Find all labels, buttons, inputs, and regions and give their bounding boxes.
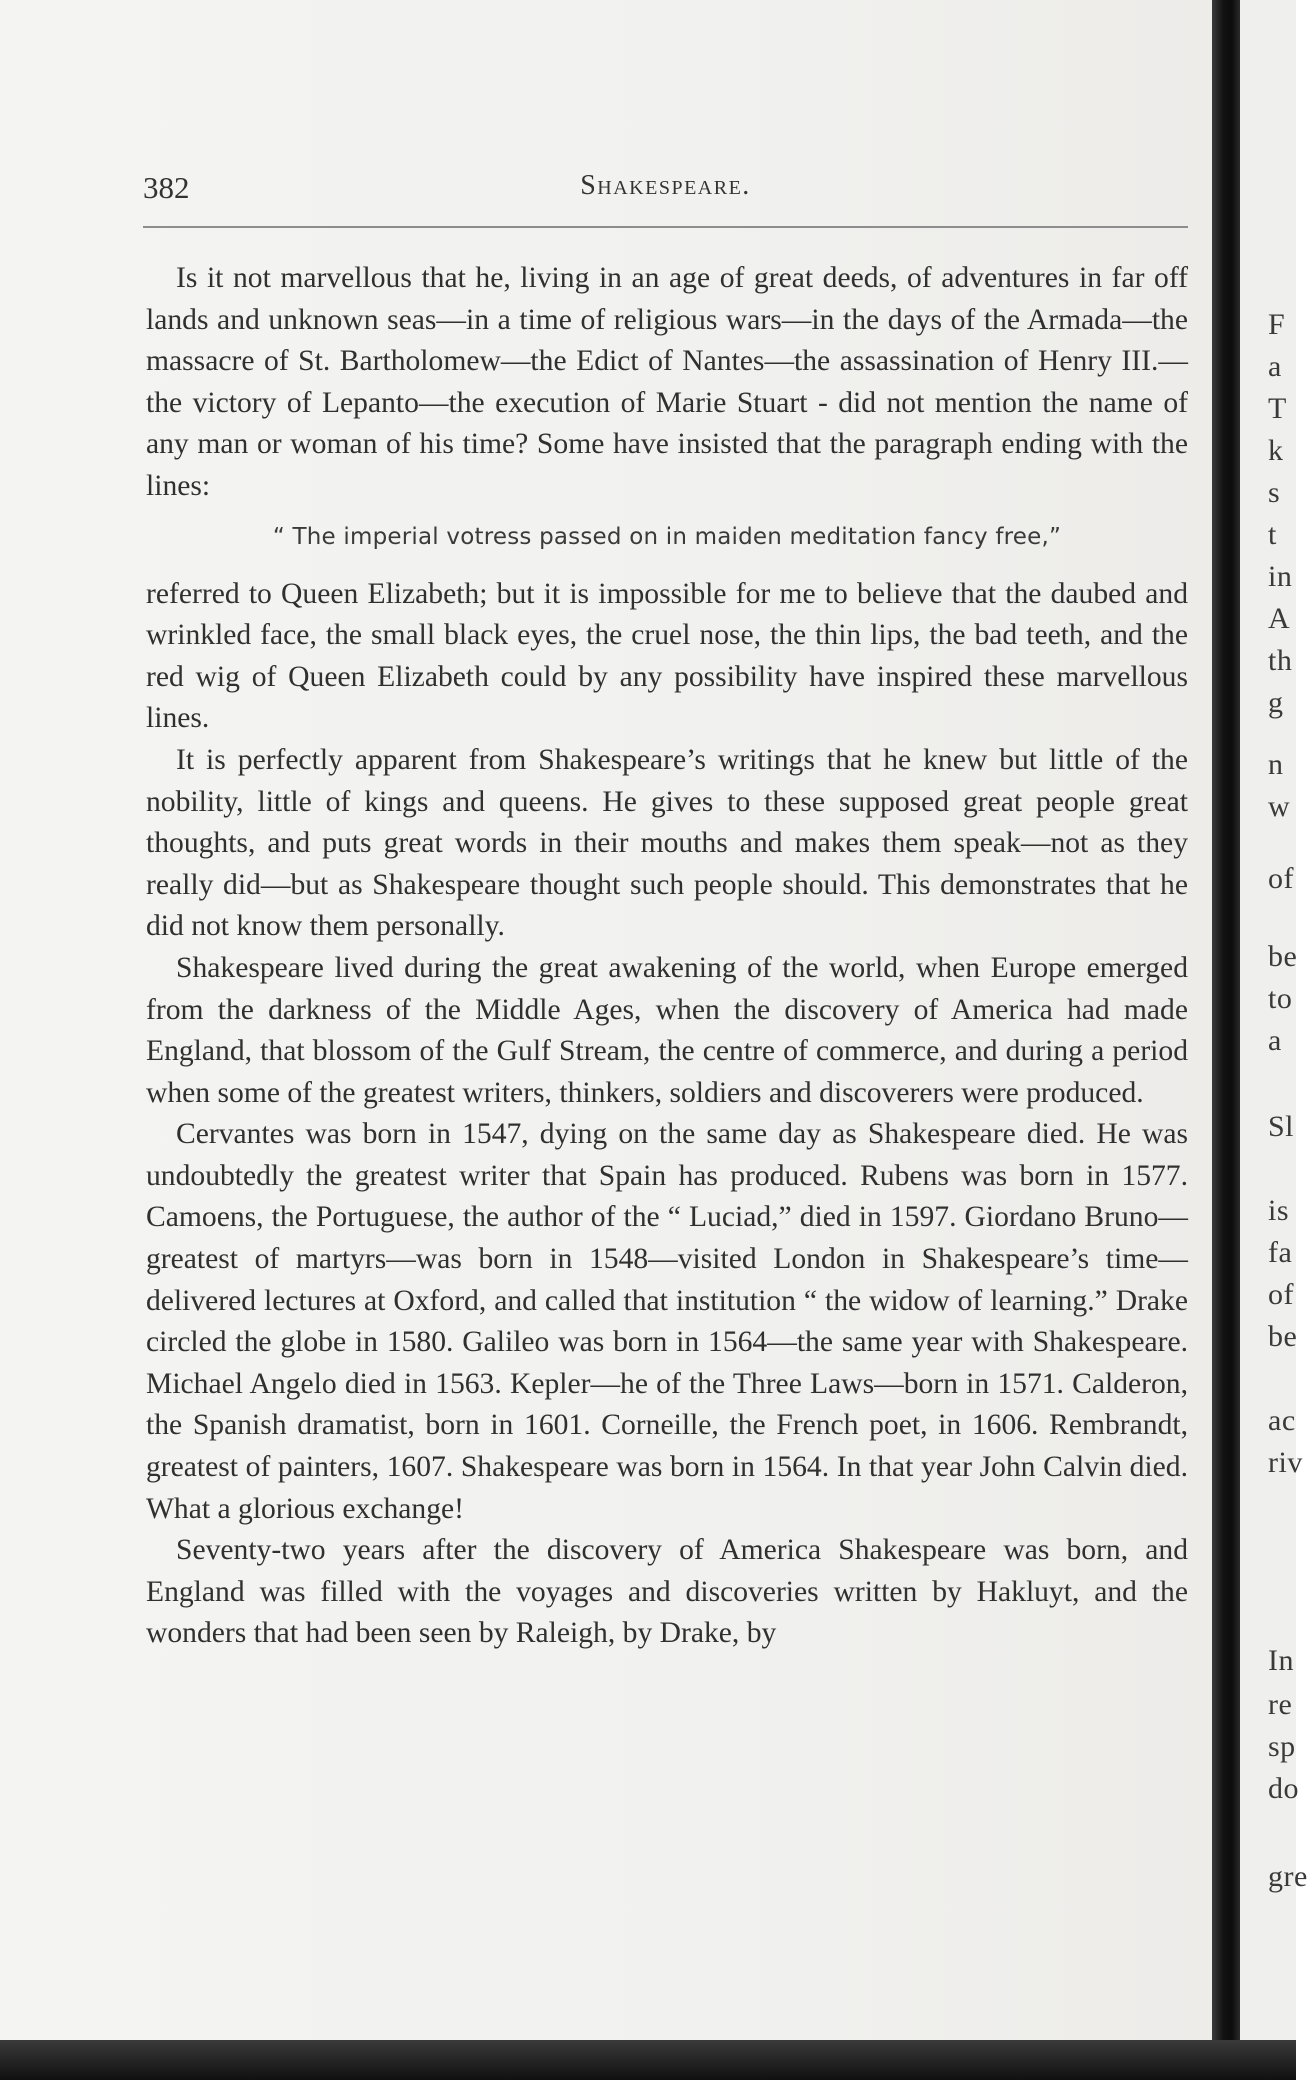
facing-page-fragment: k xyxy=(1268,434,1284,467)
facing-page-fragment: t xyxy=(1268,518,1277,551)
facing-page-fragment: fa xyxy=(1268,1236,1293,1269)
facing-page-fragment: do xyxy=(1268,1772,1299,1805)
facing-page-fragment: a xyxy=(1268,1024,1282,1057)
facing-page-fragment: be xyxy=(1268,1320,1298,1353)
header-rule xyxy=(143,226,1188,228)
facing-page-fragment: ac xyxy=(1268,1404,1296,1437)
facing-page-fragment: gre xyxy=(1268,1860,1308,1893)
page-header xyxy=(143,170,1188,210)
facing-page-fragment: of xyxy=(1268,862,1294,895)
body-text xyxy=(146,258,1188,1655)
facing-page-fragment: n xyxy=(1268,748,1284,781)
facing-page-fragment: sp xyxy=(1268,1730,1296,1763)
facing-page-fragment: s xyxy=(1268,476,1281,509)
paragraph: Shakespeare lived during the great awakening of the world, when Europe emerged from the darkness of the Middle Ages, when the discovery of America had made England, that blossom of the Gulf Stream, the centre of commerce, and during a period when some of the greatest writers, thinkers, soldiers and discoverers were produced. xyxy=(146,951,1188,1109)
facing-page-fragment: F xyxy=(1268,308,1286,341)
facing-page-fragment: T xyxy=(1268,392,1287,425)
facing-page-fragment: is xyxy=(1268,1194,1290,1227)
paragraph: Seventy-two years after the discovery of America Shakespeare was born, and England was filled with the voyages and discoveries written by Hakluyt, and the wonders that had been seen by Raleigh, by Drake, by xyxy=(146,1534,1188,1650)
paragraph-continuation: referred to Queen Elizabeth; but it is impossible for me to believe that the daubed and wrinkled face, the small black eyes, the cruel nose, the thin lips, the bad teeth, and the red wig of Queen Elizabeth could by any possibility have inspired these marvellous lines. xyxy=(146,577,1188,735)
facing-page-fragment: to xyxy=(1268,982,1293,1015)
facing-page-fragment: a xyxy=(1268,350,1282,383)
running-head: Shakespeare. xyxy=(580,170,751,201)
page-number: 382 xyxy=(143,170,190,205)
facing-page-fragment: Sl xyxy=(1268,1110,1295,1143)
facing-page-fragment: A xyxy=(1268,602,1291,635)
facing-page-fragment: w xyxy=(1268,790,1291,823)
paragraph: Is it not marvellous that he, living in an age of great deeds, of adventures in far off lands and unknown seas—in a time of religious wars—in the days of the Armada—the massacre of St. Bartholomew—the Edict of Nantes—the assassination of Henry III.—the victory of Lepanto—the execution of Marie Stuart - did not mention the name of any man or woman of his time? Some have insisted that the paragraph ending with the lines: xyxy=(146,262,1188,502)
facing-page-fragment: be xyxy=(1268,940,1298,973)
facing-page-fragment: th xyxy=(1268,644,1293,677)
paragraph: Cervantes was born in 1547, dying on the same day as Shakespeare died. He was undoubtedly the greatest writer that Spain has produced. Rubens was born in 1577. Camoens, the Portuguese, the author of the “ Luciad,” died in 1597. Giordano Bruno—greatest of martyrs—was born in 1548—visited London in Shakespeare’s time—delivered lectures at Oxford, and called that institution “ the widow of learning.” Drake circled the globe in 1580. Galileo was born in 1564—the same year with Shakespeare. Michael Angelo died in 1563. Kepler—he of the Three Laws—born in 1571. Calderon, the Spanish dramatist, born in 1601. Corneille, the French poet, in 1606. Rembrandt, greatest of painters, 1607. Shakespeare was born in 1564. In that year John Calvin died. What a glorious exchange! xyxy=(146,1118,1188,1525)
facing-page-edge xyxy=(1240,0,1308,2080)
facing-page-fragment: in xyxy=(1268,560,1293,593)
book-gutter xyxy=(1212,0,1240,2080)
facing-page-fragment: of xyxy=(1268,1278,1294,1311)
facing-page-fragment: riv xyxy=(1268,1446,1303,1479)
block-quote: “ The imperial votress passed on in maiden meditation fancy free,” xyxy=(272,523,1062,550)
scan-bottom-edge xyxy=(0,2040,1296,2080)
facing-page-fragment: g xyxy=(1268,686,1284,719)
facing-page-fragment: re xyxy=(1268,1688,1293,1721)
paragraph: It is perfectly apparent from Shakespeare’s writings that he knew but little of the nobility, little of kings and queens. He gives to these supposed great people great thoughts, and puts great words in their mouths and makes them speak—not as they really did—but as Shakespeare thought such people should. This demonstrates that he did not know them personally. xyxy=(146,743,1188,943)
facing-page-fragment: In xyxy=(1268,1644,1294,1677)
